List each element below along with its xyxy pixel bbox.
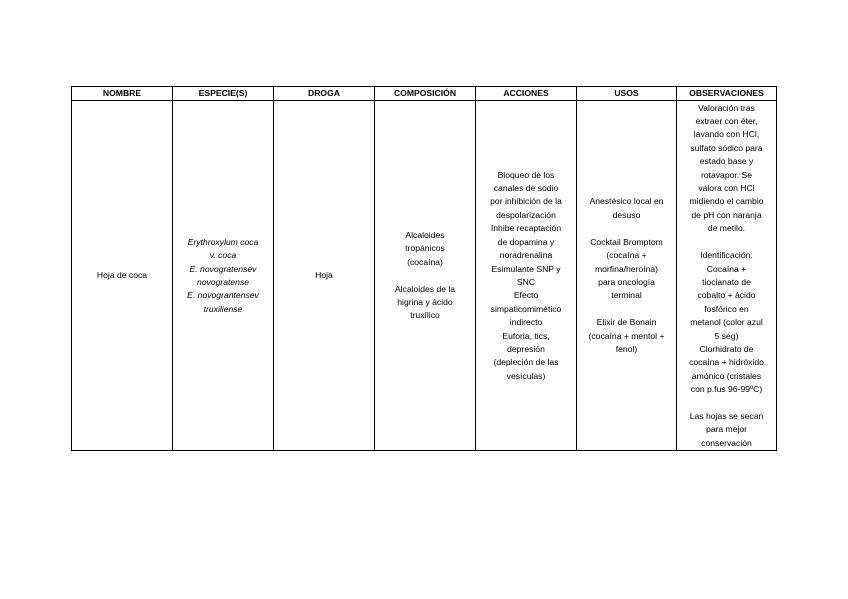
cell-text-line: tiocianato de: [702, 276, 751, 287]
cell-text-line: de metilo.: [707, 223, 746, 234]
cell-text-line: Clorhidrato de: [699, 343, 754, 354]
cell-text-line: conservación: [701, 437, 752, 448]
cell-text-line: noradrenalina: [499, 250, 553, 261]
cell-blank-line: [378, 269, 472, 282]
cell-text-line: Las hojas se secan: [689, 410, 764, 421]
cell-text-line: v. coca: [209, 250, 237, 261]
cell-usos: [577, 101, 677, 451]
table-row: [72, 101, 777, 451]
cell-text-line: Inhibe recaptación: [490, 223, 562, 234]
cell-text-line: Anestésico local en: [589, 196, 664, 207]
cell-text-line: estado base y: [699, 156, 754, 167]
header-row: [72, 87, 777, 101]
cell-blank-line: [680, 397, 773, 410]
cell-text-line: de dopamina y: [497, 236, 555, 247]
cell-text-line: (cocaína): [407, 256, 443, 267]
cell-observaciones: [677, 101, 777, 451]
cell-text-line: Elixir de Bonain: [596, 317, 657, 328]
cell-text-line: (cocaína +: [606, 250, 647, 261]
cell-text-line: Erythroxylum coca: [187, 236, 259, 247]
cell-text-line: de pH con naranja: [691, 209, 762, 220]
cell-text-line: Valoración tras: [698, 102, 755, 113]
cell-text-line: Euforia, tics,: [502, 330, 550, 341]
header-acciones: ACCIONES: [476, 87, 577, 101]
cell-text-line: novogratense: [196, 276, 250, 287]
cell-text-line: rotavapor. Se: [700, 169, 753, 180]
cell-text-line: Efecto: [513, 290, 539, 301]
cell-text-line: para oncología: [598, 276, 655, 287]
cell-text-line: higrina y ácido: [397, 297, 453, 307]
cell-text-line: 5 seg): [714, 330, 739, 341]
header-observaciones: OBSERVACIONES: [677, 87, 777, 101]
cell-text-line: fosfórico en: [704, 303, 749, 314]
cell-text-line: Esimulante SNP y: [491, 263, 561, 274]
cell-composicion: [375, 101, 476, 451]
cell-acciones: [476, 101, 577, 451]
cell-text-line: amónico (cristales: [691, 370, 762, 381]
cell-text-line: morfina/heroína): [594, 263, 659, 274]
cell-text-line: cobalto + ácido: [697, 290, 756, 301]
cell-text-line: lavando con HCl,: [693, 129, 760, 140]
cell-blank-line: [580, 222, 673, 235]
cell-text-line: extraer con éter,: [695, 116, 758, 127]
plant-drug-table: [71, 86, 777, 451]
header-composicion: COMPOSICIÓN: [375, 87, 476, 101]
header-nombre: NOMBRE: [72, 87, 173, 101]
cell-text-line: valora con HCl: [698, 183, 755, 194]
cell-text-line: cocaína + hidróxido: [689, 357, 764, 368]
cell-text-line: sulfato sódico para: [690, 142, 763, 153]
cell-text-line: (depleción de las: [493, 357, 559, 368]
cell-text-line: truxílico: [410, 310, 440, 321]
cell-text-line: despolarización: [496, 209, 556, 220]
cell-text-line: SNC: [516, 276, 536, 287]
cell-text-line: canales de sodio: [493, 183, 559, 194]
cell-text-line: Cocaína +: [706, 263, 747, 274]
cell-text-line: simpaticomimético: [490, 303, 562, 314]
cell-especies: [173, 101, 274, 451]
cell-blank-line: [680, 236, 773, 249]
cell-text-line: desuso: [612, 209, 641, 220]
header-usos: USOS: [577, 87, 677, 101]
cell-text-line: metanol (color azul: [690, 317, 763, 328]
cell-text-line: vesículas): [506, 370, 546, 381]
cell-text-line: (cocaína + mentol +: [588, 330, 665, 341]
cell-text-line: truxiliense: [203, 303, 243, 314]
header-droga: DROGA: [274, 87, 375, 101]
cell-text-line: fenol): [615, 343, 638, 354]
cell-text-line: midiendo el cambio: [689, 196, 764, 207]
cell-text-line: para mejor: [705, 424, 748, 435]
cell-text-line: Cocktail Bromptom: [590, 236, 663, 247]
cell-text-line: E. novogratensev: [189, 263, 257, 274]
cell-text-line: con p.fus 96-99ºC): [690, 384, 763, 395]
cell-nombre: Hoja de coca: [72, 101, 173, 451]
cell-droga: Hoja: [274, 101, 375, 451]
cell-text-line: por inhibición de la: [490, 196, 562, 207]
cell-text-line: E. novograntensev: [187, 290, 259, 301]
cell-text-line: indirecto: [509, 317, 543, 328]
cell-text-line: Alcaloides de la: [394, 283, 456, 294]
cell-text-line: Alcaloides: [405, 229, 445, 240]
cell-text-line: terminal: [611, 290, 642, 301]
cell-text-line: Identificación:: [700, 250, 753, 261]
cell-text-line: tropánicos: [405, 243, 445, 254]
cell-text-line: Bloqueo de los: [497, 169, 555, 180]
cell-text-line: depresión: [507, 343, 545, 354]
cell-blank-line: [580, 303, 673, 316]
header-especies: ESPECIE(S): [173, 87, 274, 101]
